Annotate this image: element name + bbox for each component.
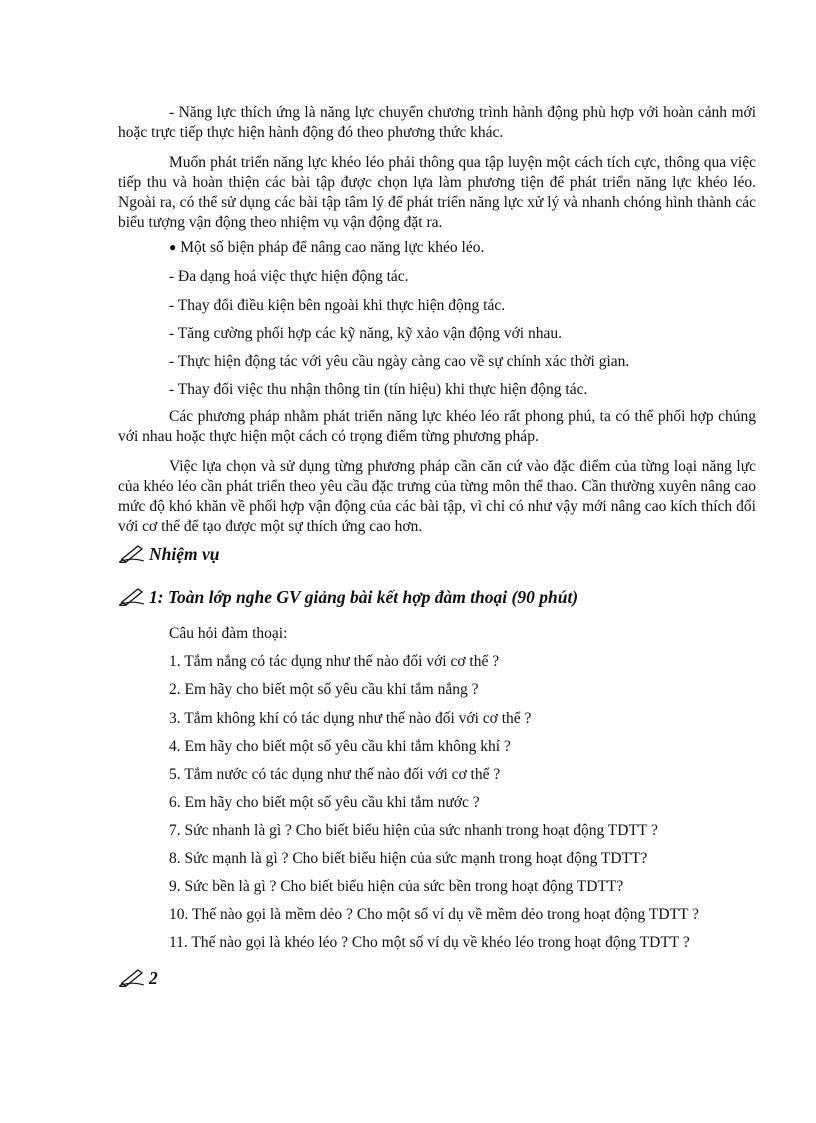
question-item: 6. Em hãy cho biết một số yêu cầu khi tắm nước ? (169, 794, 480, 811)
list-item: - Tăng cường phối hợp các kỹ năng, kỹ xảo vận động với nhau. (169, 325, 562, 342)
questions-intro: Câu hỏi đàm thoại: (169, 625, 288, 642)
heading-task-2 (118, 967, 158, 989)
paragraph-adaptability: - Năng lực thích ứng là năng lực chuyển chương trình hành động phù hợp với hoàn cảnh mới hoặc trực tiếp thực hiện hành động đó theo phương thức khác. (118, 104, 756, 141)
question-item: 5. Tắm nước có tác dụng như thế nào đối với cơ thể ? (169, 766, 501, 783)
paragraph-development: Muốn phát triển năng lực khéo léo phải thông qua tập luyện một cách tích cực, thông qua việc tiếp thu và hoàn thiện các bài tập được chọn lựa làm phương tiện để phát triển năng lực khéo léo. Ngoài ra, có thể sử dụng các bài tập tâm lý để phát triển năng lực xử lý và nhanh chóng hình thành các biểu tượng vận động theo nhiệm vụ vận động đặt ra. (118, 154, 756, 231)
heading-task-1 (118, 586, 578, 608)
question-item: 4. Em hãy cho biết một số yêu cầu khi tắm không khí ? (169, 738, 511, 755)
heading-tasks-text: Nhiệm vụ (149, 544, 220, 564)
list-item: - Đa dạng hoá việc thực hiện động tác. (169, 268, 409, 285)
list-item: - Thực hiện động tác với yêu cầu ngày càng cao về sự chính xác thời gian. (169, 353, 630, 370)
paragraph-methods: Các phương pháp nhằm phát triển năng lực khéo léo rất phong phú, ta có thể phối hợp chúng với nhau hoặc thực hiện một cách có trọng điểm từng phương pháp. (118, 408, 756, 445)
bullet-text: Một số biện pháp để nâng cao năng lực khéo léo. (180, 239, 485, 256)
question-item: 10. Thế nào gọi là mềm dẻo ? Cho một số ví dụ về mềm dẻo trong hoạt động TDTT ? (169, 906, 699, 923)
question-item: 3. Tắm không khí có tác dụng như thế nào đối với cơ thể ? (169, 710, 532, 727)
heading-task-2-text: 2 (149, 968, 158, 988)
list-item: - Thay đổi việc thu nhận thông tin (tín hiệu) khi thực hiện động tác. (169, 381, 588, 398)
heading-tasks (118, 543, 220, 565)
pencil-icon (118, 586, 148, 606)
bullet-item (169, 238, 484, 258)
pencil-icon (118, 967, 148, 987)
question-item: 2. Em hãy cho biết một số yêu cầu khi tắm nắng ? (169, 681, 479, 698)
pencil-icon (118, 543, 148, 563)
question-item: 11. Thế nào gọi là khéo léo ? Cho một số ví dụ về khéo léo trong hoạt động TDTT ? (169, 934, 690, 951)
bullet-icon: ● (169, 240, 177, 254)
question-item: 9. Sức bền là gì ? Cho biết biểu hiện của sức bền trong hoạt động TDTT? (169, 878, 624, 895)
question-item: 8. Sức mạnh là gì ? Cho biết biểu hiện của sức mạnh trong hoạt động TDTT? (169, 850, 648, 867)
list-item: - Thay đổi điều kiện bên ngoài khi thực hiện động tác. (169, 297, 506, 314)
heading-task-1-text: 1: Toàn lớp nghe GV giảng bài kết hợp đàm thoại (90 phút) (149, 587, 579, 607)
question-item: 7. Sức nhanh là gì ? Cho biết biểu hiện của sức nhanh trong hoạt động TDTT ? (169, 822, 658, 839)
paragraph-selection: Việc lựa chọn và sử dụng từng phương pháp cần căn cứ vào đặc điểm của từng loại năng lực của khéo léo cần phát triển theo yêu cầu đặc trưng của từng môn thể thao. Cần thường xuyên nâng cao mức độ khó khăn về phối hợp vận động của các bài tập, vì chỉ có như vậy mới nâng cao kích thích đối với cơ thể để tạo được một sự thích ứng cao hơn. (118, 458, 756, 535)
question-item: 1. Tắm nắng có tác dụng như thế nào đối với cơ thể ? (169, 653, 500, 670)
